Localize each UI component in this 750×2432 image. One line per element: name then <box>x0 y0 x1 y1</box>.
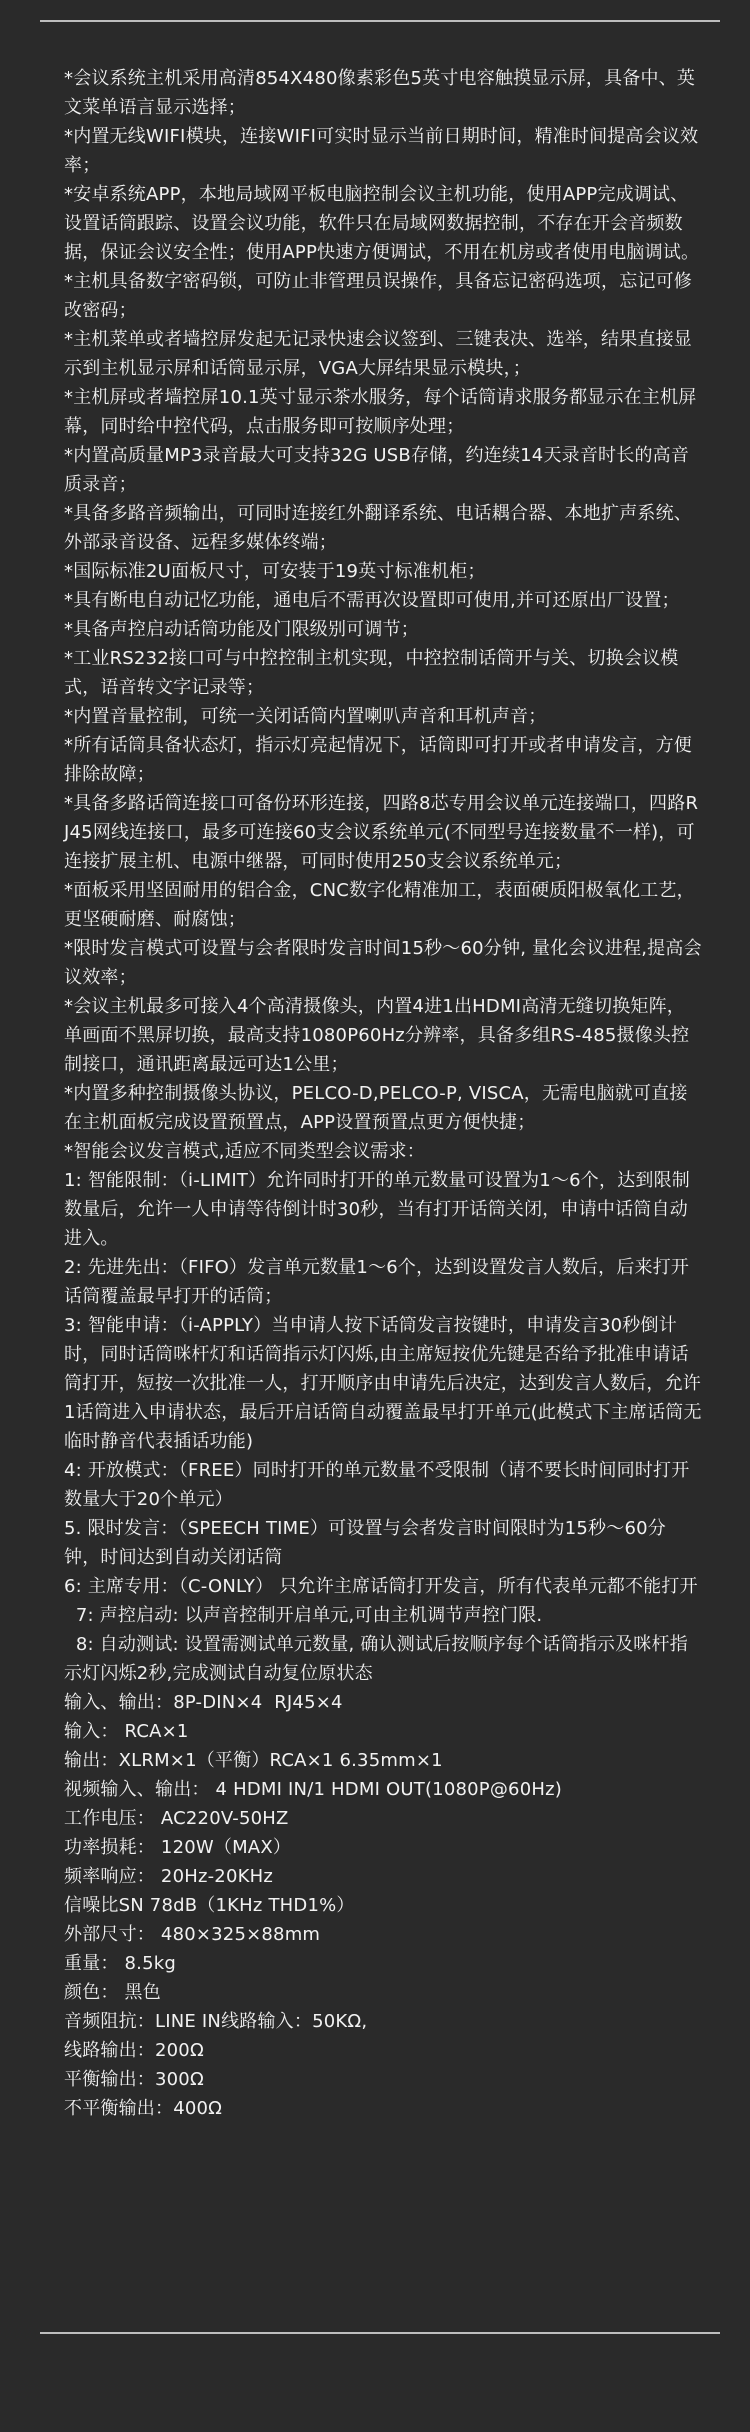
mode-5-speech-time: 5. 限时发言：（SPEECH TIME）可设置与会者发言时间限时为15秒～60分钟，时间达到自动关闭话筒 <box>64 1518 666 1568</box>
spec-line-password-lock: *主机具备数字密码锁，可防止非管理员误操作，具备忘记密码选项，忘记可修改密码； <box>64 271 692 321</box>
bottom-divider <box>40 2332 720 2334</box>
param-unbalanced-out: 不平衡输出：400Ω <box>64 2098 223 2119</box>
param-input: 输入： RCA×1 <box>64 1721 189 1742</box>
param-impedance-line-in: 音频阻抗：LINE IN线路输入：50KΩ, <box>64 2011 368 2032</box>
top-divider <box>40 20 720 22</box>
param-output: 输出：XLRM×1（平衡）RCA×1 6.35mm×1 <box>64 1750 443 1771</box>
spec-line-mp3-recording: *内置高质量MP3录音最大可支持32G USB存储，约连续14天录音时长的高音质录音； <box>64 445 690 495</box>
spec-line-aluminum-panel: *面板采用坚固耐用的铝合金，CNC数字化精准加工，表面硬质阳极氧化工艺，更坚硬耐磨、耐腐蚀； <box>64 880 695 930</box>
param-weight: 重量： 8.5kg <box>64 1953 176 1974</box>
spec-line-power-memory: *具有断电自动记忆功能，通电后不需再次设置即可使用,并可还原出厂设置； <box>64 590 680 611</box>
spec-line-rs232: *工业RS232接口可与中控控制主机实现，中控控制话筒开与关、切换会议模式，语音转文字记录等； <box>64 648 679 698</box>
param-io: 输入、输出：8P-DIN×4 RJ45×4 <box>64 1692 343 1713</box>
mode-6-c-only: 6: 主席专用：（C-ONLY） 只允许主席话筒打开发言，所有代表单元都不能打开 <box>64 1576 698 1597</box>
spec-line-audio-outputs: *具备多路音频输出，可同时连接红外翻译系统、电话耦合器、本地扩声系统、外部录音设备、远程多媒体终端； <box>64 503 692 553</box>
mode-1-i-limit: 1: 智能限制：（i-LIMIT）允许同时打开的单元数量可设置为1～6个，达到限制数量后，允许一人申请等待倒计时30秒，当有打开话筒关闭，申请中话筒自动进入。 <box>64 1170 691 1249</box>
param-line-out: 线路输出：200Ω <box>64 2040 204 2061</box>
spec-line-volume-control: *内置音量控制，可统一关闭话筒内置喇叭声音和耳机声音； <box>64 706 547 727</box>
param-dimensions: 外部尺寸： 480×325×88mm <box>64 1924 321 1945</box>
param-video-io: 视频输入、输出： 4 HDMI IN/1 HDMI OUT(1080P@60Hz) <box>64 1779 562 1800</box>
spec-line-speech-modes-heading: *智能会议发言模式,适应不同类型会议需求： <box>64 1141 425 1162</box>
mode-3-i-apply: 3: 智能申请：（i-APPLY）当申请人按下话筒发言按键时，申请发言30秒倒计时，同时话筒咪杆灯和话筒指示灯闪烁,由主席短按优先键是否给予批准申请话筒打开，短按一次批准一人，打开顺序由申请先后决定，达到发言人数后，允许1话筒进入申请状态，最后开启话筒自动覆盖最早打开单元(此模式下主席话筒无临时静音代表插话功能) <box>64 1315 702 1452</box>
mode-7-voice-start: 7: 声控启动: 以声音控制开启单元,可由主机调节声控门限. <box>64 1605 543 1626</box>
param-snr: 信噪比SN 78dB（1KHz THD1%） <box>64 1895 355 1916</box>
mode-8-auto-test: 8: 自动测试: 设置需测试单元数量, 确认测试后按顺序每个话筒指示及咪杆指示灯闪烁2秒,完成测试自动复位原状态 <box>64 1634 688 1684</box>
spec-line-wifi: *内置无线WIFI模块，连接WIFI可实时显示当前日期时间，精准时间提高会议效率； <box>64 126 699 176</box>
spec-line-camera-protocols: *内置多种控制摄像头协议，PELCO-D,PELCO-P, VISCA，无需电脑就可直接在主机面板完成设置预置点，APP设置预置点更方便快捷； <box>64 1083 688 1133</box>
spec-line-android-app: *安卓系统APP，本地局域网平板电脑控制会议主机功能，使用APP完成调试、设置话筒跟踪、设置会议功能，软件只在局域网数据控制，不存在开会音频数据，保证会议安全性；使用APP快速方便调试，不用在机房或者使用电脑调试。 <box>64 184 700 263</box>
spec-line-sign-in-vote: *主机菜单或者墙控屏发起无记录快速会议签到、三键表决、选举，结果直接显示到主机显示屏和话筒显示屏，VGA大屏结果显示模块，； <box>64 329 692 379</box>
param-color: 颜色： 黑色 <box>64 1982 161 2003</box>
mode-4-free: 4: 开放模式：（FREE）同时打开的单元数量不受限制（请不要长时间同时打开数量大于20个单元） <box>64 1460 690 1510</box>
spec-line-tea-service: *主机屏或者墙控屏10.1英寸显示茶水服务，每个话筒请求服务都显示在主机屏幕，同时给中控代码，点击服务即可按顺序处理； <box>64 387 697 437</box>
spec-text-block <box>64 64 702 2123</box>
mode-2-fifo: 2: 先进先出：（FIFO）发言单元数量1～6个，达到设置发言人数后，后来打开话筒覆盖最早打开的话筒； <box>64 1257 690 1307</box>
spec-line-display: *会议系统主机采用高清854X480像素彩色5英寸电容触摸显示屏，具备中、英文菜单语言显示选择； <box>64 68 696 118</box>
spec-line-voice-activation: *具备声控启动话筒功能及门限级别可调节； <box>64 619 419 640</box>
spec-line-time-limit: *限时发言模式可设置与会者限时发言时间15秒～60分钟, 量化会议进程,提高会议效率； <box>64 938 702 988</box>
spec-line-connections: *具备多路话筒连接口可备份环形连接，四路8芯专用会议单元连接端口，四路RJ45网线连接口，最多可连接60支会议系统单元(不同型号连接数量不一样)，可连接扩展主机、电源中继器，可同时使用250支会议系统单元； <box>64 793 699 872</box>
param-frequency: 频率响应： 20Hz-20KHz <box>64 1866 273 1887</box>
spec-line-rack-size: *国际标准2U面板尺寸，可安装于19英寸标准机柜； <box>64 561 486 582</box>
spec-line-status-light: *所有话筒具备状态灯，指示灯亮起情况下，话筒即可打开或者申请发言，方便排除故障； <box>64 735 692 785</box>
param-power: 功率损耗： 120W（MAX） <box>64 1837 292 1858</box>
spec-line-cameras: *会议主机最多可接入4个高清摄像头，内置4进1出HDMI高清无缝切换矩阵，单画面不黑屏切换，最高支持1080P60Hz分辨率，具备多组RS-485摄像头控制接口，通讯距离最远可达1公里； <box>64 996 690 1075</box>
param-balanced-out: 平衡输出：300Ω <box>64 2069 204 2090</box>
param-voltage: 工作电压： AC220V-50HZ <box>64 1808 289 1829</box>
